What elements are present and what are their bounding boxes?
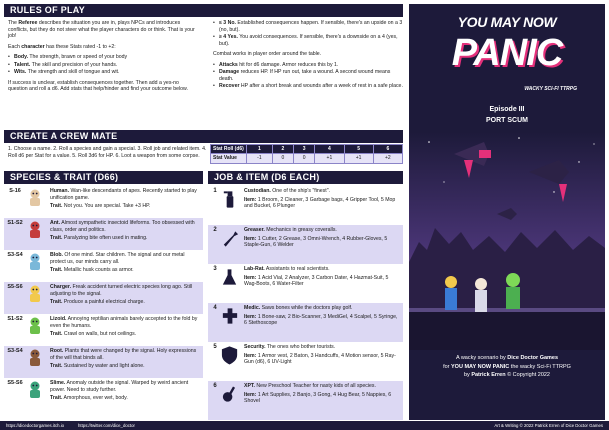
outcome-item	[213, 20, 403, 33]
species-text	[50, 284, 201, 308]
stat-item	[8, 62, 198, 69]
footer-link-twitter[interactable]: https://twitter.com/dice_doctor	[78, 422, 135, 428]
job-name: Medic.	[244, 305, 261, 311]
railing-platform	[409, 312, 605, 350]
rules-right-col	[213, 20, 403, 94]
combat-item	[213, 62, 403, 69]
rules-para-3: If success is unclear, establish consequences together. Then add a yes-no question and roll a d6. Add stats that help/hinder and find your outcome below.	[8, 79, 188, 92]
text: Plants that were changed by the signal. Holy expressions of the will that binds all.	[50, 348, 197, 361]
text: Body.	[14, 54, 29, 60]
text: ≤ 3 No.	[219, 20, 236, 26]
species-desc	[50, 316, 201, 329]
text: Talent.	[14, 61, 31, 68]
text: Freak accident turned electric species long ago. Still adjusting to the signal.	[50, 284, 193, 297]
charger-icon	[24, 284, 46, 304]
species-trait	[50, 267, 201, 274]
stat-table	[210, 144, 403, 164]
job-text	[244, 383, 401, 407]
crew-character-1	[445, 276, 457, 310]
cell: -1	[247, 154, 273, 163]
job-items	[244, 353, 401, 366]
species-name: Human.	[50, 188, 70, 194]
species-row	[4, 378, 203, 410]
job-text	[244, 266, 401, 290]
job-row	[208, 381, 403, 420]
text: 1 Armor vest, 2 Baton, 3 Handcuffs, 4 Motion sensor, 5 Ray-Gun (d6), 6 UV-Light	[244, 352, 396, 365]
job-items	[244, 236, 401, 249]
job-desc	[244, 344, 401, 351]
job-number: 6	[213, 383, 217, 389]
species-roll: S3-S4	[7, 348, 23, 354]
text: HP after a short break and wounds after a week of rest in a safe place.	[239, 83, 403, 89]
stat-item	[8, 69, 198, 76]
stat-table-row	[211, 154, 403, 163]
cell: 3	[294, 145, 315, 154]
species-trait	[50, 235, 201, 242]
text: the wacky Sci-Fi TTRPG	[509, 363, 571, 370]
text: Established consequences happen. If sensible, there's an upside on a 3 (no, but).	[219, 20, 403, 33]
species-text	[50, 316, 201, 340]
credit-line	[409, 363, 605, 372]
text: Paralyzing bite often used in mating.	[62, 235, 148, 241]
text: The skill and precision of your hands.	[30, 61, 118, 68]
combat-item	[213, 69, 403, 82]
space-port-illustration	[409, 132, 605, 350]
cover-subtitle: WACKY SCI-FI TTRPG	[524, 86, 577, 92]
text: Amorphous, ever wet, body.	[62, 395, 128, 401]
wrench-icon	[220, 227, 240, 249]
species-roll: S3-S4	[7, 252, 23, 258]
item-label: Item:	[244, 352, 257, 359]
banjo-icon	[220, 383, 240, 405]
text: describes the situation you are in, plays NPCs and introduces conflicts, but they do not steer what the player characters do or think. That is your job!	[8, 20, 195, 39]
species-desc	[50, 220, 201, 233]
species-list	[4, 186, 203, 410]
footer-copyright: Art & Writing © 2022 Patrick Erren of Dice Doctor Games	[494, 422, 603, 428]
species-row	[4, 346, 203, 378]
text: The strength and skill of tongue and wit.	[26, 69, 120, 75]
text: Mechanics in greasy coveralls.	[264, 227, 337, 233]
text: Sustained by water and light alone.	[62, 363, 145, 369]
medic-cross-icon	[220, 305, 240, 327]
crew-character-2	[475, 278, 487, 312]
text: character	[21, 43, 45, 50]
text: 1 Acid Vial, 2 Analyzer, 3 Carbon Dater, 4 Hazmat-Suit, 5 Wag-Boots, 6 Water-Filter	[244, 274, 389, 287]
jobs-list	[208, 186, 403, 420]
trait-label: Trait.	[50, 395, 63, 401]
text: The strength, brawn or speed of your body	[28, 54, 128, 60]
text: Metallic husk counts as armor.	[62, 267, 134, 273]
flask-icon	[220, 266, 240, 288]
species-name: Charger.	[50, 284, 72, 290]
text: Not you. You are special. Take +3 HP.	[62, 203, 151, 209]
credit-line	[409, 354, 605, 363]
job-text	[244, 305, 401, 329]
text: The	[8, 20, 19, 26]
crew-character-3	[506, 273, 520, 309]
species-row	[4, 218, 203, 250]
species-trait	[50, 203, 201, 210]
species-name: Blob.	[50, 252, 63, 258]
text: New Preschool Teacher for nasty kids of all species.	[254, 383, 376, 389]
trait-label: Trait.	[50, 235, 63, 241]
text: Produce a painful electrical charge.	[62, 299, 145, 305]
stat-table-head	[211, 145, 403, 154]
text: Annoying reptilian animals barely accepted to the fold by even the humans.	[50, 316, 198, 329]
text: Dice Doctor Games	[507, 355, 559, 361]
job-desc	[244, 188, 401, 195]
job-name: Custodian.	[244, 188, 271, 194]
shield-icon	[220, 344, 240, 366]
text: ≥ 4 Yes.	[219, 34, 238, 40]
cover-art	[409, 4, 605, 420]
item-label: Item:	[244, 391, 257, 398]
root-icon	[24, 348, 46, 368]
crew-steps: 1. Choose a name. 2. Roll a species and gain a special. 3. Roll job and related item. 4. Roll d6 per Stat for a value. 5. Roll 3d6 for HP. 6. Loot a weapon from some corpse.	[8, 146, 207, 159]
job-name: Lab-Rat.	[244, 266, 265, 272]
crew-header: CREATE A CREW MATE	[4, 130, 403, 143]
rules-header: RULES OF PLAY	[4, 4, 403, 17]
text: Of one mind. Star children. The signal and our metal protect us, our minds carry all.	[50, 252, 185, 265]
job-items	[244, 314, 401, 327]
species-roll: S1-S2	[7, 220, 23, 226]
species-trait	[50, 363, 201, 370]
credit-line	[409, 371, 605, 380]
job-items	[244, 197, 401, 210]
trait-label: Trait.	[50, 299, 63, 305]
text: © Copyright 2022	[505, 372, 550, 379]
species-row	[4, 282, 203, 314]
cover-title-main: PANIC	[451, 32, 563, 74]
species-roll: S5-S6	[7, 284, 23, 290]
text: The ones who bother tourists.	[265, 344, 336, 350]
item-label: Item:	[244, 235, 257, 242]
species-roll: S5-S6	[7, 380, 23, 386]
species-text	[50, 252, 201, 276]
text: You avoid consequences. If sensible, there's a downside on a 4 (yes, but).	[219, 34, 398, 47]
job-row	[208, 342, 403, 381]
lizoid-icon	[24, 316, 46, 336]
text: by	[463, 372, 472, 379]
cell: +1	[315, 154, 344, 163]
human-icon	[24, 188, 46, 208]
rules-para-2	[8, 44, 198, 51]
job-items	[244, 392, 401, 405]
species-trait	[50, 299, 201, 306]
job-text	[244, 227, 401, 251]
outcomes-list	[213, 20, 403, 47]
text: 1 Bone-saw, 2 Bio-Scanner, 3 MediGel, 4 Scalpel, 5 Syringe, 6 Stethoscope	[244, 313, 398, 326]
rules-body	[8, 20, 403, 140]
combat-item	[213, 83, 403, 90]
text: Each	[8, 43, 22, 50]
job-row	[208, 225, 403, 264]
text: 1 Cutter, 2 Grease, 3 Omni-Wrench, 4 Rubber-Gloves, 5 Staple-Gun, 6 Welder	[244, 235, 388, 248]
ant-icon	[24, 220, 46, 240]
item-label: Item:	[244, 274, 257, 281]
species-desc	[50, 380, 201, 393]
footer-bar	[0, 421, 609, 430]
rules-para-1	[8, 20, 198, 40]
species-trait	[50, 331, 201, 338]
job-name: Security.	[244, 344, 266, 350]
cell: 4	[315, 145, 344, 154]
species-header: SPECIES & TRAIT (D66)	[4, 171, 203, 184]
species-text	[50, 220, 201, 244]
species-name: Root.	[50, 348, 64, 354]
job-name: Greaser.	[244, 227, 265, 233]
species-desc	[50, 188, 201, 201]
trait-label: Trait.	[50, 267, 63, 273]
text: Patrick Erren	[471, 372, 506, 379]
combat-intro: Combat works in player order around the table.	[213, 51, 322, 57]
job-desc	[244, 227, 401, 234]
job-items	[244, 275, 401, 288]
text: has these Stats rated -1 to +2:	[44, 43, 116, 50]
job-number: 5	[213, 344, 217, 350]
species-desc	[50, 348, 201, 361]
cover-title-top: YOU MAY NOW	[457, 14, 557, 30]
species-desc	[50, 284, 201, 297]
trait-label: Trait.	[50, 203, 63, 209]
combat-list	[213, 62, 403, 90]
cell: 6	[373, 145, 402, 154]
cell: 2	[272, 145, 293, 154]
stat-item	[8, 54, 198, 61]
cover-scenario: PORT SCUM	[486, 117, 528, 124]
species-row	[4, 314, 203, 346]
job-row	[208, 303, 403, 342]
job-header: JOB & ITEM (D6 EACH)	[208, 171, 403, 184]
job-number: 2	[213, 227, 217, 233]
species-text	[50, 188, 201, 212]
slime-icon	[24, 380, 46, 400]
text: Assistants to real scientists.	[264, 266, 330, 272]
job-desc	[244, 383, 401, 390]
species-name: Ant.	[50, 220, 61, 226]
rules-left-col	[8, 20, 198, 97]
job-row	[208, 186, 403, 225]
job-desc	[244, 305, 401, 312]
species-name: Slime.	[50, 380, 66, 386]
cell: +1	[344, 154, 373, 163]
job-number: 1	[213, 188, 217, 194]
text: Crawl on walls, but not ceilings.	[62, 331, 137, 337]
species-text	[50, 348, 201, 372]
species-row	[4, 250, 203, 282]
text: Attacks	[219, 61, 238, 68]
cell: +2	[373, 154, 402, 163]
trait-label: Trait.	[50, 331, 63, 337]
cover-episode: Episode III	[489, 106, 525, 113]
stats-list	[8, 54, 198, 76]
cell: 5	[344, 145, 373, 154]
cell: Stat Value	[211, 154, 247, 163]
job-desc	[244, 266, 401, 273]
species-roll: S1-S2	[7, 316, 23, 322]
text: Wits.	[14, 69, 27, 75]
cell: Stat Roll (d6)	[211, 145, 247, 154]
text: One of the ship's "finest".	[270, 188, 330, 194]
text: Referee	[18, 20, 38, 26]
species-text	[50, 380, 201, 404]
text: Almost sympathetic insectoid lifeforms. Too obsessed with class, order and politics.	[50, 220, 195, 233]
species-roll: S-16	[9, 188, 21, 194]
text: hit for d6 damage. Armor reduces this by 1.	[237, 61, 339, 68]
blob-icon	[24, 252, 46, 272]
cell: 1	[247, 145, 273, 154]
job-name: XPT.	[244, 383, 255, 389]
trait-label: Trait.	[50, 363, 63, 369]
cell: 0	[272, 154, 293, 163]
text: 1 Art Supplies, 2 Banjo, 3 Gong, 4 Hug Bear, 5 Nappies, 6 Shovel	[244, 391, 392, 404]
item-label: Item:	[244, 313, 257, 320]
job-number: 4	[213, 305, 217, 311]
job-number: 3	[213, 266, 217, 272]
job-text	[244, 344, 401, 368]
spray-bottle-icon	[220, 188, 240, 210]
species-desc	[50, 252, 201, 265]
text: A wacky scenario by	[455, 355, 508, 361]
job-row	[208, 264, 403, 303]
cell: 0	[294, 154, 315, 163]
text: for	[443, 363, 452, 370]
species-name: Lizoid.	[50, 316, 67, 322]
job-text	[244, 188, 401, 212]
text: Saws bones while the doctors play golf.	[260, 305, 353, 311]
text: Anomaly outside the signal. Warped by weird ancient power. Need to study further.	[50, 380, 189, 393]
species-trait	[50, 395, 201, 402]
text: 1 Broom, 2 Cleaner, 3 Garbage bags, 4 Gripper Tool, 5 Mop and Bucket, 6 Plunger	[244, 196, 396, 209]
outcome-item	[213, 34, 403, 47]
item-label: Item:	[244, 196, 257, 203]
text: reduces HP. If HP run out, take a wound. A second wound means death.	[219, 69, 391, 82]
text: YOU MAY NOW PANIC	[451, 363, 510, 370]
species-row	[4, 186, 203, 218]
text: Wan-like descendants of apes. Recently started to play unification game.	[50, 188, 197, 201]
text: Damage	[219, 69, 240, 75]
cover-credits	[409, 354, 605, 380]
footer-link-itch[interactable]: https://dicedoctorgames.itch.io	[6, 422, 65, 428]
text: Recover	[219, 83, 240, 89]
